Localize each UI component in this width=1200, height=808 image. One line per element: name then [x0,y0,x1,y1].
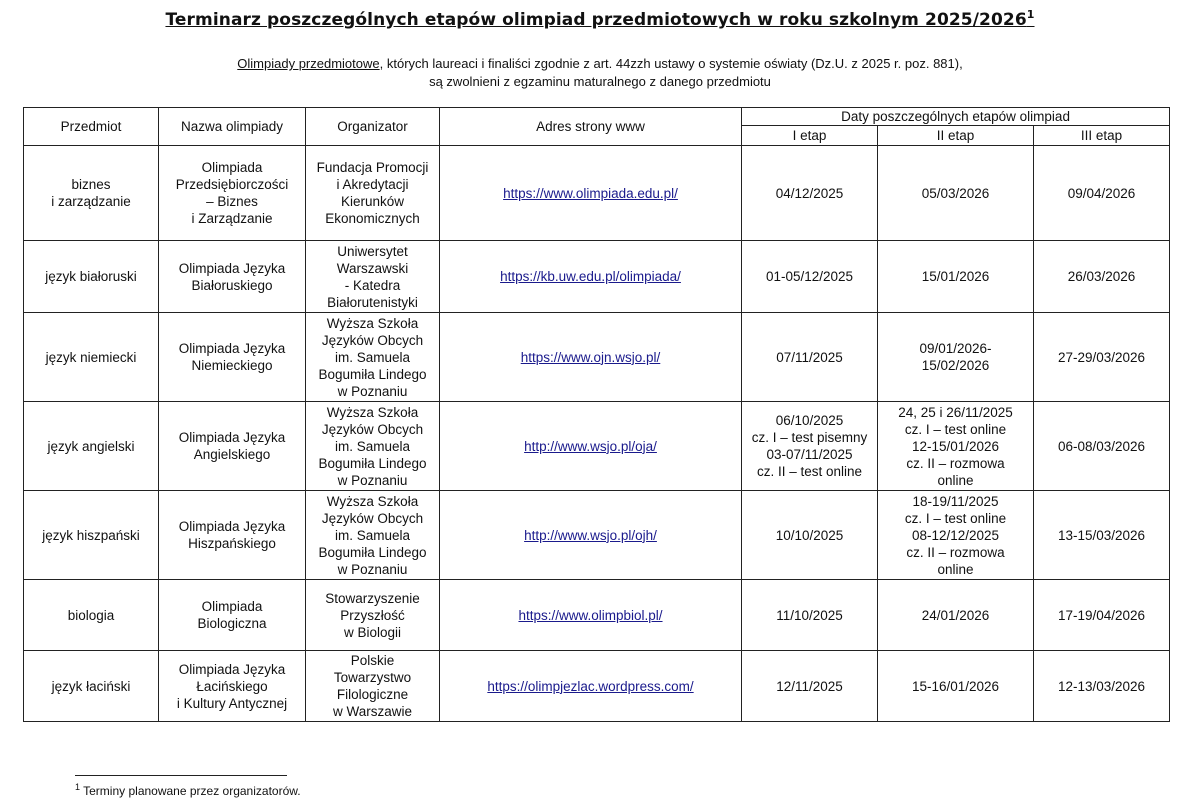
cell-organizer [306,402,440,491]
cell-line: 04/12/2025 [775,185,844,201]
cell-line: Olimpiada Języka [178,341,286,356]
cell-line: Filologiczne [336,687,409,702]
website-link[interactable]: https://www.olimpbiol.pl/ [518,607,663,623]
cell-line: Wyższa Szkoła [326,404,419,420]
cell-line: Ekonomicznych [325,211,420,226]
cell-line: w Poznaniu [337,472,408,488]
cell-line: 05/03/2026 [921,185,990,201]
cell-stage1 [742,241,878,313]
cell-line: 12-13/03/2026 [1057,678,1146,694]
cell-url [440,146,742,241]
cell-line: Wyższa Szkoła [326,315,419,331]
table-row [24,402,1170,491]
header-website: Adres strony www [440,108,742,146]
cell-line: cz. I – test online [904,421,1007,437]
cell-line: - Katedra [344,277,401,293]
cell-line: 06/10/2025 [775,413,844,428]
table-row [24,491,1170,580]
website-link[interactable]: http://www.wsjo.pl/ojh/ [524,527,657,543]
cell-stage1 [742,491,878,580]
cell-line: Bogumiła Lindego [318,366,427,382]
cell-line: język hiszpański [42,527,140,543]
header-dates-group: Daty poszczególnych etapów olimpiad [742,108,1170,126]
cell-line: i Akredytacji [336,177,409,192]
title-text: Terminarz poszczególnych etapów olimpiad przedmiotowych w roku szkolnym 2025/2026 [165,10,1027,30]
cell-url [440,241,742,313]
subtitle [0,55,1200,91]
cell-line: Języków Obcych [321,421,424,437]
cell-line: Olimpiada Języka [178,260,286,276]
footnote-mark: 1 [75,782,81,792]
cell-line: 11/10/2025 [776,607,843,623]
footnote-text: Terminy planowane przez organizatorów. [80,784,301,798]
cell-line: w Poznaniu [337,383,408,399]
cell-line: 27-29/03/2026 [1057,349,1146,365]
cell-line: w Warszawie [332,704,412,719]
subtitle-line1: , których laureaci i finaliści zgodnie z art. 44zzh ustawy o systemie oświaty (Dz.U. z 2025 r. poz. 881), [379,56,963,71]
cell-stage2 [878,146,1034,241]
cell-line: cz. I – test online [904,510,1007,526]
cell-line: Przedsiębiorczości [175,177,289,192]
cell-stage3 [1034,651,1170,722]
cell-line: cz. II – test online [756,464,863,479]
cell-line: 26/03/2026 [1067,269,1136,284]
website-link[interactable]: https://www.ojn.wsjo.pl/ [520,349,661,365]
cell-line: i Kultury Antycznej [176,695,288,711]
cell-line: im. Samuela [334,438,411,454]
cell-line: 17-19/04/2026 [1057,607,1146,623]
cell-line: Języków Obcych [321,332,424,348]
cell-line: 08-12/12/2025 [911,527,1000,543]
title-footnote-mark: 1 [1026,8,1035,21]
cell-line: język angielski [47,438,135,454]
cell-line: 10/10/2025 [775,527,844,543]
cell-line: 24/01/2026 [921,607,990,623]
cell-line: Warszawski [336,260,409,276]
header-stage2: II etap [878,126,1034,146]
cell-stage2 [878,241,1034,313]
cell-line: 09/01/2026- [919,341,992,356]
cell-organizer [306,313,440,402]
cell-line: 18-19/11/2025 [912,493,999,509]
cell-line: Białorutenistyki [327,294,418,310]
cell-name [159,580,306,651]
cell-line: online [937,472,974,488]
cell-line: język białoruski [45,269,137,284]
cell-line: Olimpiada [201,160,263,175]
cell-line: Polskie [350,653,395,668]
cell-organizer [306,146,440,241]
cell-line: biologia [67,607,115,623]
cell-organizer [306,580,440,651]
website-link[interactable]: https://www.olimpiada.edu.pl/ [503,185,678,201]
table-row [24,580,1170,651]
cell-subject [24,651,159,722]
cell-line: Języków Obcych [321,510,424,526]
cell-organizer [306,241,440,313]
cell-line: Hiszpańskiego [188,536,276,551]
cell-line: Bogumiła Lindego [318,455,427,471]
olympiad-schedule-table [23,107,1170,722]
cell-line: Angielskiego [193,447,271,462]
cell-line: w Biologii [343,624,402,640]
cell-line: w Poznaniu [337,561,408,577]
cell-line: Niemieckiego [191,358,273,373]
cell-line: język łaciński [51,678,131,694]
cell-stage3 [1034,241,1170,313]
cell-stage2 [878,491,1034,580]
cell-line: Stowarzyszenie [325,590,420,606]
cell-line: Biologiczna [197,616,267,631]
cell-stage1 [742,651,878,722]
page-title [0,10,1200,30]
cell-stage1 [742,313,878,402]
cell-line: cz. II – rozmowa [906,455,1005,471]
cell-line: 12-15/01/2026 [911,438,1000,454]
header-stage3: III etap [1034,126,1170,146]
footnote [75,782,301,798]
header-stage1: I etap [742,126,878,146]
cell-name [159,313,306,402]
cell-line: – Biznes [206,194,258,209]
cell-line: Fundacja Promocji [316,160,429,175]
cell-stage1 [742,402,878,491]
cell-line: 15/02/2026 [921,358,990,373]
cell-line: Kierunków [340,194,405,209]
cell-url [440,651,742,722]
cell-line: im. Samuela [334,527,411,543]
cell-url [440,313,742,402]
table-row [24,146,1170,241]
cell-url [440,402,742,491]
subtitle-line2: są zwolnieni z egzaminu maturalnego z danego przedmiotu [429,74,771,89]
website-link[interactable]: http://www.wsjo.pl/oja/ [524,438,657,454]
cell-line: 07/11/2025 [776,349,843,365]
cell-stage3 [1034,491,1170,580]
table-row [24,241,1170,313]
cell-line: Towarzystwo [333,670,412,685]
cell-line: Olimpiada Języka [178,661,286,677]
cell-stage2 [878,313,1034,402]
cell-line: 09/04/2026 [1067,185,1136,201]
cell-line: 12/11/2025 [776,678,843,694]
cell-line: im. Samuela [334,349,411,365]
cell-subject [24,402,159,491]
cell-subject [24,491,159,580]
cell-line: Olimpiada [201,599,263,614]
cell-line: i zarządzanie [51,194,131,209]
table-body [24,146,1170,722]
cell-line: Wyższa Szkoła [326,493,419,509]
cell-line: Przyszłość [340,607,405,623]
cell-stage2 [878,651,1034,722]
cell-stage2 [878,580,1034,651]
cell-stage1 [742,580,878,651]
cell-line: Bogumiła Lindego [318,544,427,560]
cell-line: biznes [71,177,111,192]
cell-line: Białoruskiego [191,277,273,293]
cell-subject [24,241,159,313]
cell-line: 03-07/11/2025 [766,447,853,462]
cell-line: Olimpiada Języka [178,430,286,445]
cell-line: 15/01/2026 [921,269,990,284]
cell-name [159,241,306,313]
cell-line: Olimpiada Języka [178,519,286,534]
cell-line: 24, 25 i 26/11/2025 [898,404,1013,420]
website-link[interactable]: https://olimpjezlac.wordpress.com/ [487,678,694,694]
website-link[interactable]: https://kb.uw.edu.pl/olimpiada/ [500,269,681,284]
cell-stage3 [1034,146,1170,241]
cell-line: 15-16/01/2026 [911,678,1000,694]
cell-stage1 [742,146,878,241]
cell-line: 01-05/12/2025 [765,269,854,284]
cell-line: język niemiecki [45,349,137,365]
cell-url [440,580,742,651]
header-subject: Przedmiot [24,108,159,146]
cell-line: cz. I – test pisemny [751,430,868,445]
cell-stage3 [1034,580,1170,651]
cell-line: i Zarządzanie [191,211,273,226]
cell-stage3 [1034,313,1170,402]
cell-stage2 [878,402,1034,491]
cell-subject [24,313,159,402]
cell-subject [24,146,159,241]
footnote-separator [75,775,287,776]
cell-name [159,651,306,722]
cell-stage3 [1034,402,1170,491]
cell-url [440,491,742,580]
cell-organizer [306,651,440,722]
cell-subject [24,580,159,651]
header-name: Nazwa olimpiady [159,108,306,146]
cell-line: Łacińskiego [196,678,268,694]
cell-line: online [937,561,974,577]
table-row [24,313,1170,402]
cell-name [159,491,306,580]
cell-name [159,146,306,241]
cell-name [159,402,306,491]
cell-line: 13-15/03/2026 [1057,527,1146,543]
cell-line: cz. II – rozmowa [906,544,1005,560]
header-organizer: Organizator [306,108,440,146]
cell-organizer [306,491,440,580]
table-row [24,651,1170,722]
cell-line: 06-08/03/2026 [1057,438,1146,454]
subtitle-link[interactable]: Olimpiady przedmiotowe [237,56,380,71]
cell-line: Uniwersytet [337,243,408,259]
